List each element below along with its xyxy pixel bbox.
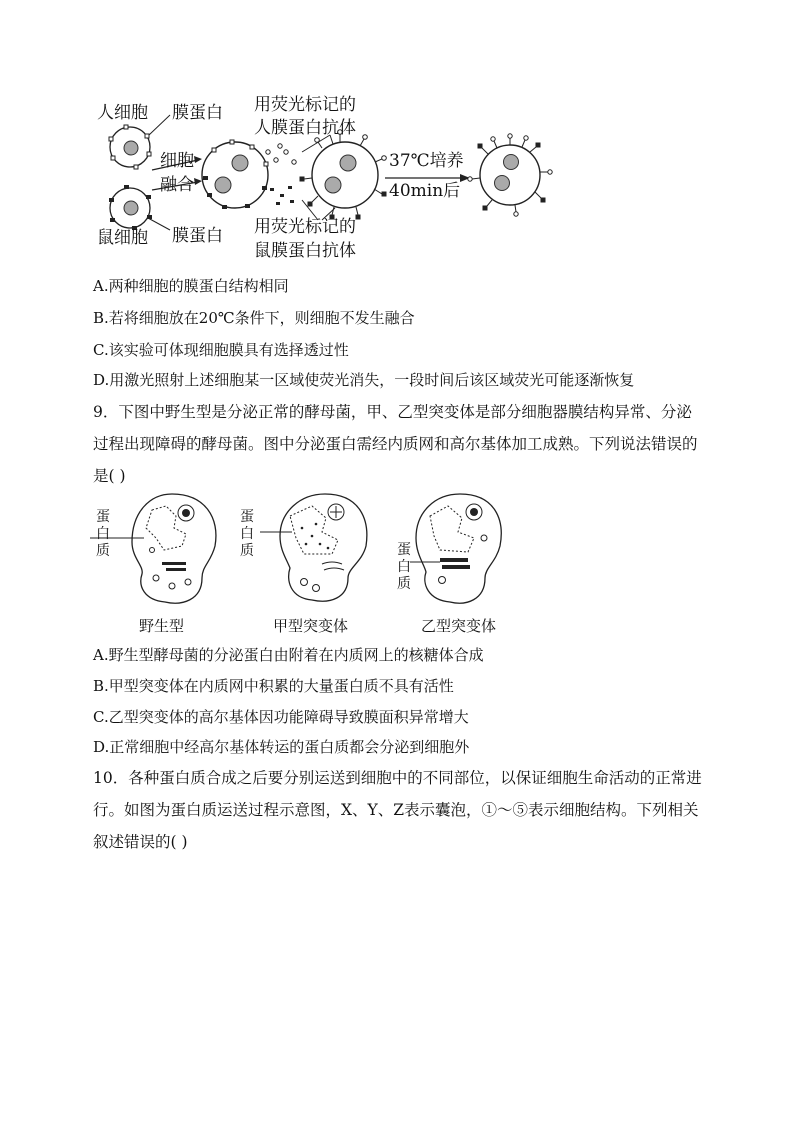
q8-option-a: A.两种细胞的膜蛋白结构相同 [93,277,289,295]
q9-option-d: D.正常细胞中经高尔基体转运的蛋白质都会分泌到细胞外 [93,738,470,756]
label-mouse-antibody-2: 鼠膜蛋白抗体 [254,241,356,261]
result-cell-icon [468,134,552,216]
label-membrane-protein-top: 膜蛋白 [172,103,223,123]
human-cell-icon [109,125,151,169]
q9-option-a: A.野生型酵母菌的分泌蛋白由附着在内质网上的核糖体合成 [93,646,484,664]
q10-stem: 10．各种蛋白质合成之后要分别运送到细胞中的不同部位，以保证细胞生命活动的正常进行。如图为蛋白质运送过程示意图，X、Y、Z表示囊泡，①～⑤表示细胞结构。下列相关叙述错误的( ) [93,769,702,851]
q9-stem: 9．下图中野生型是分泌正常的酵母菌，甲、乙型突变体是部分细胞器膜结构异常、分泌过程出现障碍的酵母菌。图中分泌蛋白需经内质网和高尔基体加工成熟。下列说法错误的是( ) [93,403,698,485]
yeast-diagram [90,488,530,613]
caption-wild-type: 野生型 [139,617,185,635]
label-mouse-cell: 鼠细胞 [97,228,148,248]
labeled-fused-cell-icon [300,130,386,219]
caption-mutant-a: 甲型突变体 [273,617,349,635]
label-human-cell: 人细胞 [97,103,148,123]
label-fusion-2: 融合 [160,175,194,195]
q9-option-c: C.乙型突变体的高尔基体因功能障碍导致膜面积异常增大 [93,708,469,726]
mutant-b-cell-icon [410,494,501,603]
label-fusion-1: 细胞 [160,151,194,171]
label-human-antibody-1: 用荧光标记的 [254,95,356,115]
mutant-a-cell-icon [260,494,367,601]
label-mouse-antibody-1: 用荧光标记的 [254,217,356,237]
label-membrane-protein-bottom: 膜蛋白 [172,226,223,246]
q9-option-b: B.甲型突变体在内质网中积累的大量蛋白质不具有活性 [93,677,454,695]
q8-option-d: D.用激光照射上述细胞某一区域使荧光消失，一段时间后该区域荧光可能逐渐恢复 [93,371,635,389]
label-human-antibody-2: 人膜蛋白抗体 [254,118,356,138]
q8-option-b: B.若将细胞放在20℃条件下，则细胞不发生融合 [93,309,415,327]
label-culture-2: 40min后 [389,181,461,201]
mouse-cell-icon [109,185,152,230]
fused-cell-icon [202,140,268,209]
caption-mutant-b: 乙型突变体 [421,617,497,635]
label-culture-1: 37℃培养 [389,151,464,171]
q8-option-c: C.该实验可体现细胞膜具有选择透过性 [93,341,349,359]
